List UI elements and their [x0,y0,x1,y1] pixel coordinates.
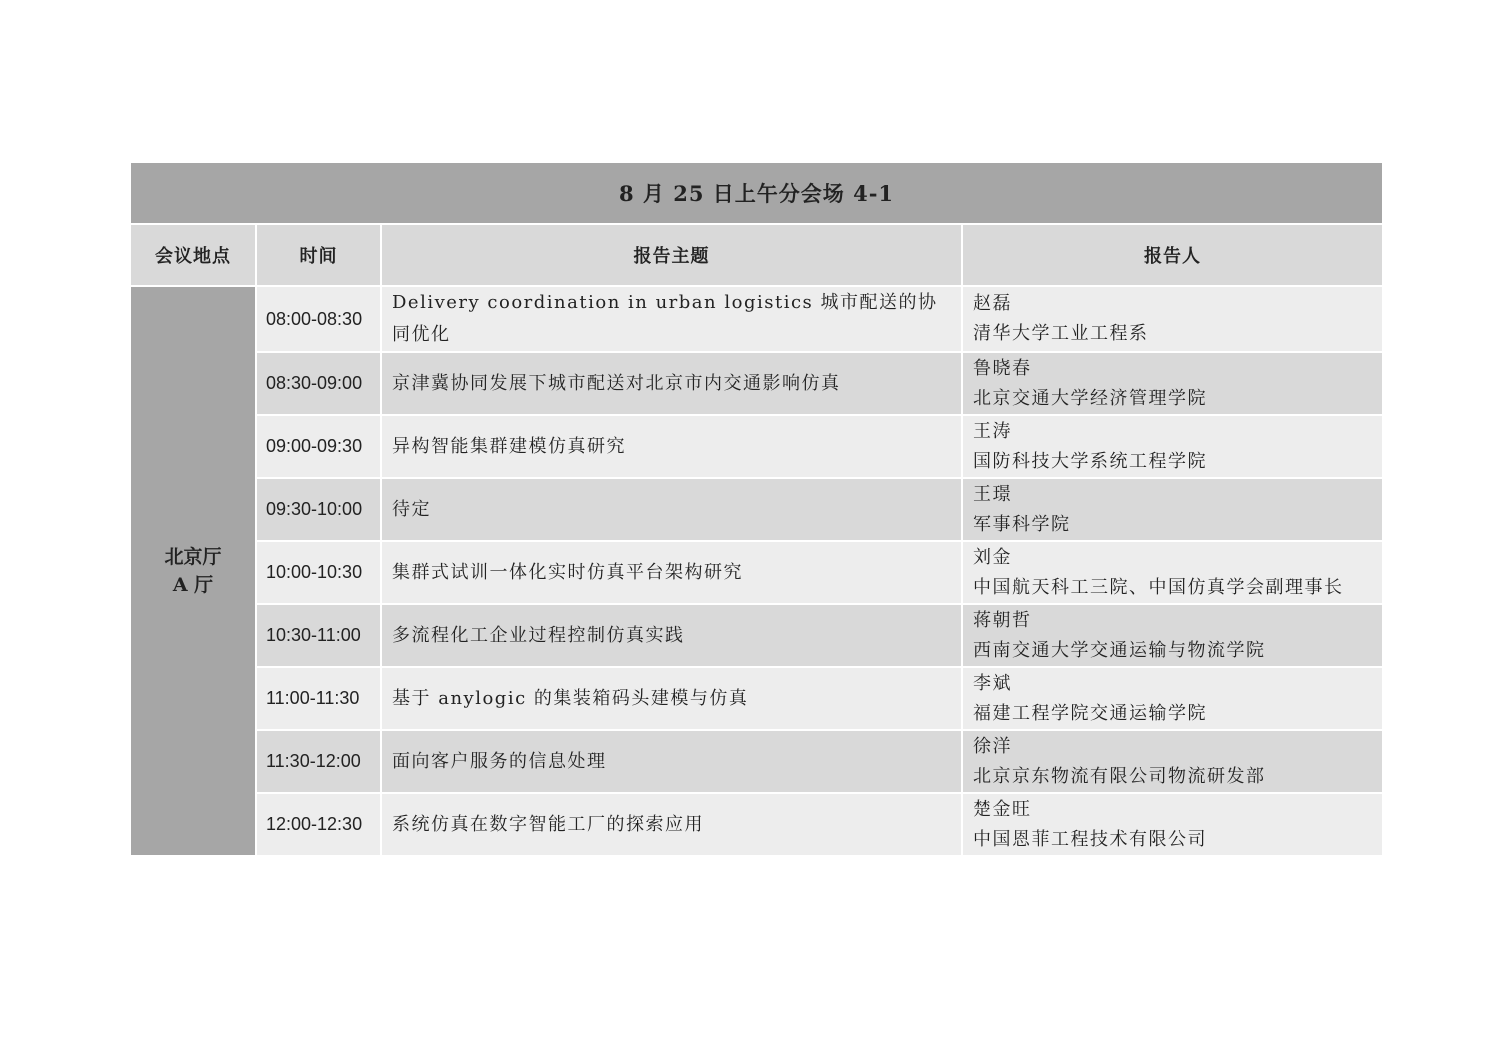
speaker-affiliation: 清华大学工业工程系 [973,323,1149,344]
speaker-name: 赵磊 [973,293,1012,314]
speaker-cell [962,730,1383,793]
speaker-name: 王璟 [973,483,1012,505]
speaker-cell [962,793,1383,856]
speaker-cell [962,541,1383,604]
session-title: 8 月 25 日上午分会场 4-1 [130,162,1383,224]
table-row [130,352,1383,415]
speaker-cell [962,478,1383,541]
speaker-name: 徐洋 [973,735,1012,757]
time-cell: 09:00-09:30 [256,415,381,478]
table-row [130,478,1383,541]
speaker-name: 王涛 [973,420,1012,442]
topic-cell: 待定 [381,478,962,541]
speaker-name: 鲁晓春 [973,357,1032,379]
venue-cell [130,286,256,856]
venue-name: 北京厅 [164,546,222,568]
speaker-affiliation: 中国航天科工三院、中国仿真学会副理事长 [973,576,1344,598]
time-cell: 08:30-09:00 [256,352,381,415]
venue-room: A 厅 [172,574,214,596]
schedule-table [129,161,1384,857]
speaker-cell [962,286,1383,352]
speaker-affiliation: 西南交通大学交通运输与物流学院 [973,639,1266,661]
speaker-name: 刘金 [973,546,1012,568]
topic-cell: 系统仿真在数字智能工厂的探索应用 [381,793,962,856]
topic-cell: 基于 anylogic 的集装箱码头建模与仿真 [381,667,962,730]
speaker-affiliation: 中国恩菲工程技术有限公司 [973,828,1207,850]
time-cell: 09:30-10:00 [256,478,381,541]
speaker-cell [962,352,1383,415]
topic-cell: Delivery coordination in urban logistics 城市配送的协同优化 [381,286,962,352]
table-row [130,541,1383,604]
speaker-affiliation: 国防科技大学系统工程学院 [973,450,1207,472]
topic-cell: 京津冀协同发展下城市配送对北京市内交通影响仿真 [381,352,962,415]
speaker-cell [962,604,1383,667]
table-row [130,730,1383,793]
header-topic: 报告主题 [381,224,962,286]
speaker-name: 楚金旺 [973,798,1032,820]
time-cell: 11:30-12:00 [256,730,381,793]
topic-cell: 多流程化工企业过程控制仿真实践 [381,604,962,667]
speaker-affiliation: 福建工程学院交通运输学院 [973,702,1207,724]
speaker-cell [962,415,1383,478]
time-cell: 11:00-11:30 [256,667,381,730]
time-cell: 10:00-10:30 [256,541,381,604]
table-row [130,667,1383,730]
topic-cell: 面向客户服务的信息处理 [381,730,962,793]
header-venue: 会议地点 [130,224,256,286]
speaker-affiliation: 北京京东物流有限公司物流研发部 [973,765,1266,787]
header-time: 时间 [256,224,381,286]
table-row [130,415,1383,478]
table-row [130,793,1383,856]
speaker-cell [962,667,1383,730]
speaker-affiliation: 军事科学院 [973,513,1071,535]
header-speaker: 报告人 [962,224,1383,286]
topic-cell: 集群式试训一体化实时仿真平台架构研究 [381,541,962,604]
speaker-name: 李斌 [973,672,1012,694]
speaker-affiliation: 北京交通大学经济管理学院 [973,387,1207,409]
time-cell: 08:00-08:30 [256,286,381,352]
table-row [130,604,1383,667]
time-cell: 10:30-11:00 [256,604,381,667]
topic-cell: 异构智能集群建模仿真研究 [381,415,962,478]
speaker-name: 蒋朝哲 [973,609,1032,631]
table-row [130,286,1383,352]
time-cell: 12:00-12:30 [256,793,381,856]
